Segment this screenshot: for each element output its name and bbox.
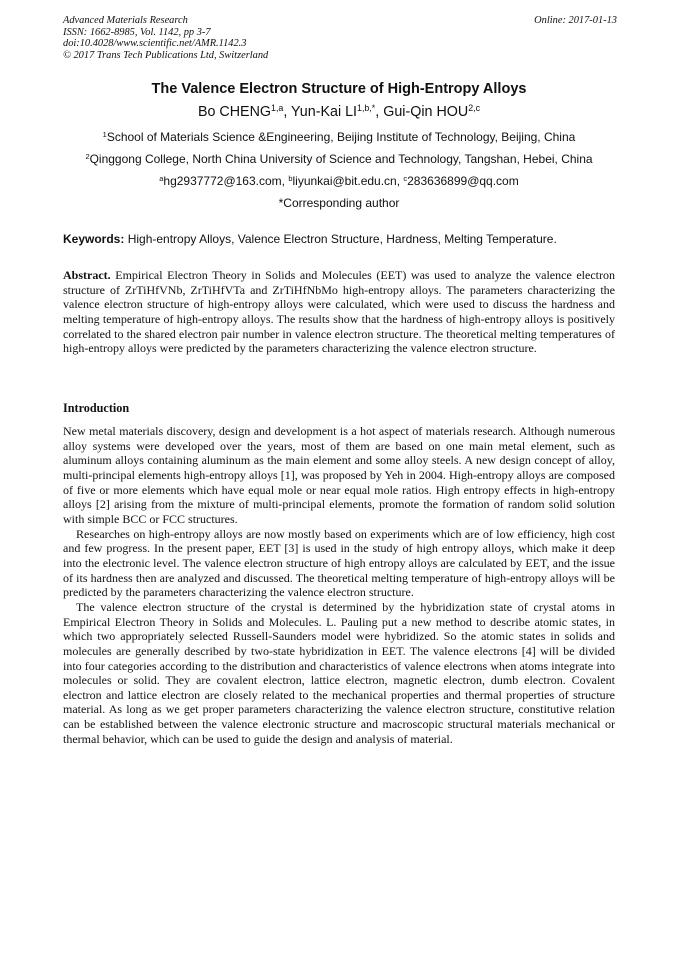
paragraph: New metal materials discovery, design and development is a hot aspect of materials research. Although numerous alloy systems were developed over the years, most of them are based on one main metal element, such as aluminum alloys containing aluminum as the main element and some alloy steels. A new design concept of alloy, multi-principal elements high-entropy alloys [1], was proposed by Yeh in 2004. High-entropy alloys are composed of five or more elements which have equal mole or near equal mole ratios. High entropy effects in high-entropy alloys [2] arising from the mixture of multi-principal elements, promote the formation of random solid solution with simple BCC or FCC structures.	[63, 424, 615, 526]
affiliation-1	[0, 130, 678, 145]
email-separator: ,	[396, 174, 404, 188]
paragraph: The valence electron structure of the crystal is determined by the hybridization state of crystal atoms in Empirical Electron Theory in Solids and Molecules. L. Pauling put a new method to describe atomic states, in which two appropriately selected Russell-Saunders model were hybridized. So the atomic states in solids and molecules are generally described by two-state hybridization in EET. The valence electrons [4] will be divided into four categories according to the distribution and characteristics of valence electrons when atoms integrate into molecules or solid. They are covalent electron, lattice electron, magnetic electron, dumb electron. Covalent electron and lattice electron are closely related to the mechanical properties and thermal properties of structure material. As long as we get proper parameters characterizing the valence electron structure, constitutive relation can be established between the valence electronic structure and macroscopic structural materials mechanical or thermal behavior, which can be used to guide the design and analysis of material.	[63, 599, 615, 746]
author-separator: ,	[283, 104, 292, 120]
keywords	[63, 232, 619, 247]
author-name: Gui-Qin HOU	[383, 104, 469, 120]
author-name: Bo CHENG	[197, 104, 272, 120]
author-name: Yun-Kai LI	[291, 104, 358, 120]
affiliation-mark: 1	[102, 129, 107, 139]
affiliation-text: School of Materials Science &Engineering, Beijing Institute of Technology, Beijing, China	[106, 130, 576, 144]
keywords-label: Keywords:	[63, 232, 125, 246]
online-date: Online: 2017-01-13	[534, 15, 617, 26]
abstract	[63, 268, 615, 356]
journal-doi: doi:10.4028/www.scientific.net/AMR.1142.3	[63, 38, 247, 50]
affiliation-mark: 2	[85, 151, 90, 161]
author-list	[0, 103, 678, 121]
journal-copyright: © 2017 Trans Tech Publications Ltd, Switzerland	[63, 49, 269, 61]
email-separator: ,	[281, 174, 289, 188]
abstract-label: Abstract.	[63, 268, 111, 282]
email-address: liyunkai@bit.edu.cn	[292, 174, 397, 188]
corresponding-author: *Corresponding author	[278, 196, 400, 210]
author-affiliation-mark: 2,c	[468, 103, 481, 114]
email-address: 283636899@qq.com	[407, 174, 519, 188]
author-affiliation-mark: 1,b,*	[357, 103, 376, 114]
introduction-body	[63, 424, 615, 746]
author-separator: ,	[375, 104, 384, 120]
email-list	[0, 174, 678, 189]
email-mark: a	[159, 173, 164, 183]
email-address: hg2937772@163.com	[163, 174, 282, 188]
affiliation-2	[0, 152, 678, 167]
author-affiliation-mark: 1,a	[271, 103, 284, 114]
journal-name: Advanced Materials Research	[63, 15, 188, 26]
abstract-text: Empirical Electron Theory in Solids and Molecules (EET) was used to analyze the valence electron structure of ZrTiHfVNb, ZrTiHfVTa and ZrTiHfNbMo high-entropy alloys. The parameters characterizing the valence electron structure of high-entropy alloys were calculated, which were used to discuss the hardness and melting temperature of high-entropy alloys. The results show that the hardness of high-entropy alloys is positively correlated to the shared electron pair number in valence electron structure. The theoretical melting temperatures of high-entropy alloys were predicted by the parameters characterizing the valence electron structure.	[63, 268, 615, 356]
email-mark: b	[288, 173, 293, 183]
keywords-text: High-entropy Alloys, Valence Electron Structure, Hardness, Melting Temperature.	[124, 232, 557, 246]
journal-header	[63, 15, 619, 61]
affiliation-text: Qinggong College, North China University of Science and Technology, Tangshan, Hebei, China	[89, 152, 593, 166]
paper-title: The Valence Electron Structure of High-Entropy Alloys	[151, 81, 527, 97]
email-mark: c	[403, 173, 408, 183]
paragraph: Researches on high-entropy alloys are now mostly based on experiments which are of low efficiency, high cost and few progress. In the present paper, EET [3] is used in the study of high entropy alloys, which make it deep into the electronic level. The valence electron structure of high entropy alloys are calculated by EET, and the issue of its hardness then are analyzed and discussed. The theoretical melting temperature of high-entropy alloys will be predicted by the parameters characterizing the valence electron structure.	[63, 526, 615, 600]
journal-issn: ISSN: 1662-8985, Vol. 1142, pp 3-7	[63, 26, 211, 38]
section-heading-introduction: Introduction	[63, 401, 130, 415]
